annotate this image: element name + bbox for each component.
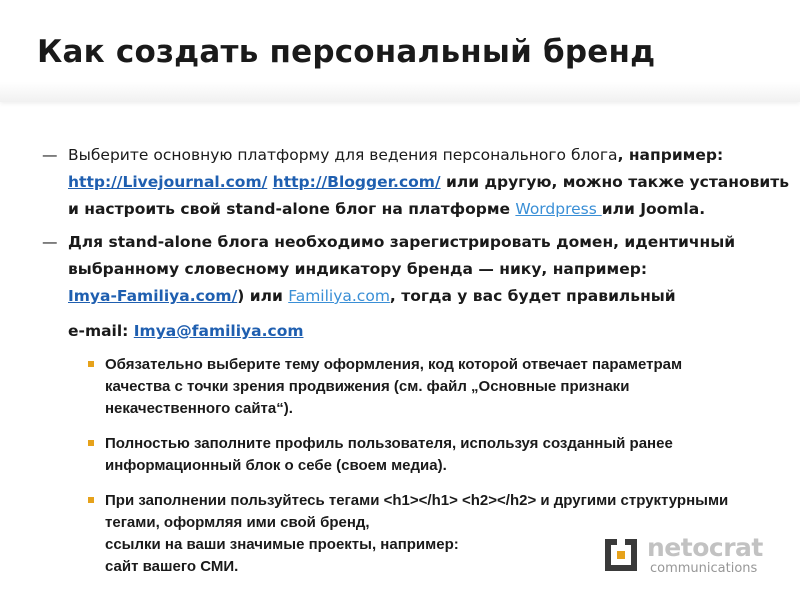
link-familiya[interactable]: Familiya.com <box>288 287 390 305</box>
paragraph-text: и настроить свой stand-alone блог на платформе <box>68 200 516 218</box>
link-wordpress[interactable]: Wordpress <box>515 200 602 218</box>
paragraph-line <box>42 196 782 223</box>
paragraph-platform <box>42 142 790 223</box>
link-imya-familiya[interactable]: Imya-Familiya.com/ <box>68 287 238 305</box>
logo-wordmark: netocrat <box>647 533 763 562</box>
paragraph-line <box>42 283 782 310</box>
paragraph-text: , например: <box>617 146 724 164</box>
paragraph-line <box>42 169 790 196</box>
header-bar <box>0 0 800 102</box>
link-livejournal[interactable]: http://Livejournal.com/ <box>68 173 268 191</box>
bullet-square-icon <box>88 497 94 503</box>
paragraph-text: или другую, можно также установить <box>440 173 790 191</box>
list-item <box>88 354 768 420</box>
list-item-line: качества с точки зрения продвижения (см. файл „Основные признаки <box>105 378 630 395</box>
list-item-line: информационный блок о себе (своем медиа). <box>105 457 447 474</box>
netocrat-mark-icon <box>603 537 639 573</box>
list-item-line: некачественного сайта“). <box>105 400 293 417</box>
logo-subtitle: communications <box>650 561 758 576</box>
netocrat-logo <box>603 533 793 583</box>
list-item-line: Полностью заполните профиль пользователя, используя созданный ранее <box>105 435 673 452</box>
list-item <box>88 433 768 477</box>
list-item-line: сайт вашего СМИ. <box>105 558 239 575</box>
bullet-square-icon <box>88 440 94 446</box>
paragraph-line: Для stand-alone блога необходимо зарегистрировать домен, идентичный <box>68 233 736 251</box>
link-email[interactable]: Imya@familiya.com <box>133 322 304 340</box>
bullet-square-icon <box>88 361 94 367</box>
link-blogger[interactable]: http://Blogger.com/ <box>272 173 441 191</box>
paragraph-text: Выберите основную платформу для ведения персонального блога <box>68 146 618 164</box>
paragraph-text: , тогда у вас будет правильный <box>389 287 676 305</box>
list-item-line: Обязательно выберите тему оформления, код которой отвечает параметрам <box>105 356 683 373</box>
em-dash-marker: — <box>42 233 58 251</box>
paragraph-text: или Joomla. <box>601 200 706 218</box>
list-item-line: ссылки на ваши значимые проекты, например: <box>105 536 459 553</box>
paragraph-domain <box>42 229 782 345</box>
em-dash-marker: — <box>42 146 58 164</box>
email-label: e-mail: <box>68 322 134 340</box>
paragraph-text: ) или <box>237 287 289 305</box>
paragraph-line <box>42 318 782 345</box>
list-item-line: тегами, оформляя ими свой бренд, <box>105 514 370 531</box>
paragraph-line: выбранному словесному индикатору бренда — нику, например: <box>68 260 648 278</box>
list-item-line: При заполнении пользуйтесь тегами <h1></h1> <h2></h2> и другими структурными <box>105 492 729 509</box>
paragraph-line <box>42 142 782 169</box>
page-title: Как создать персональный бренд <box>37 34 656 70</box>
